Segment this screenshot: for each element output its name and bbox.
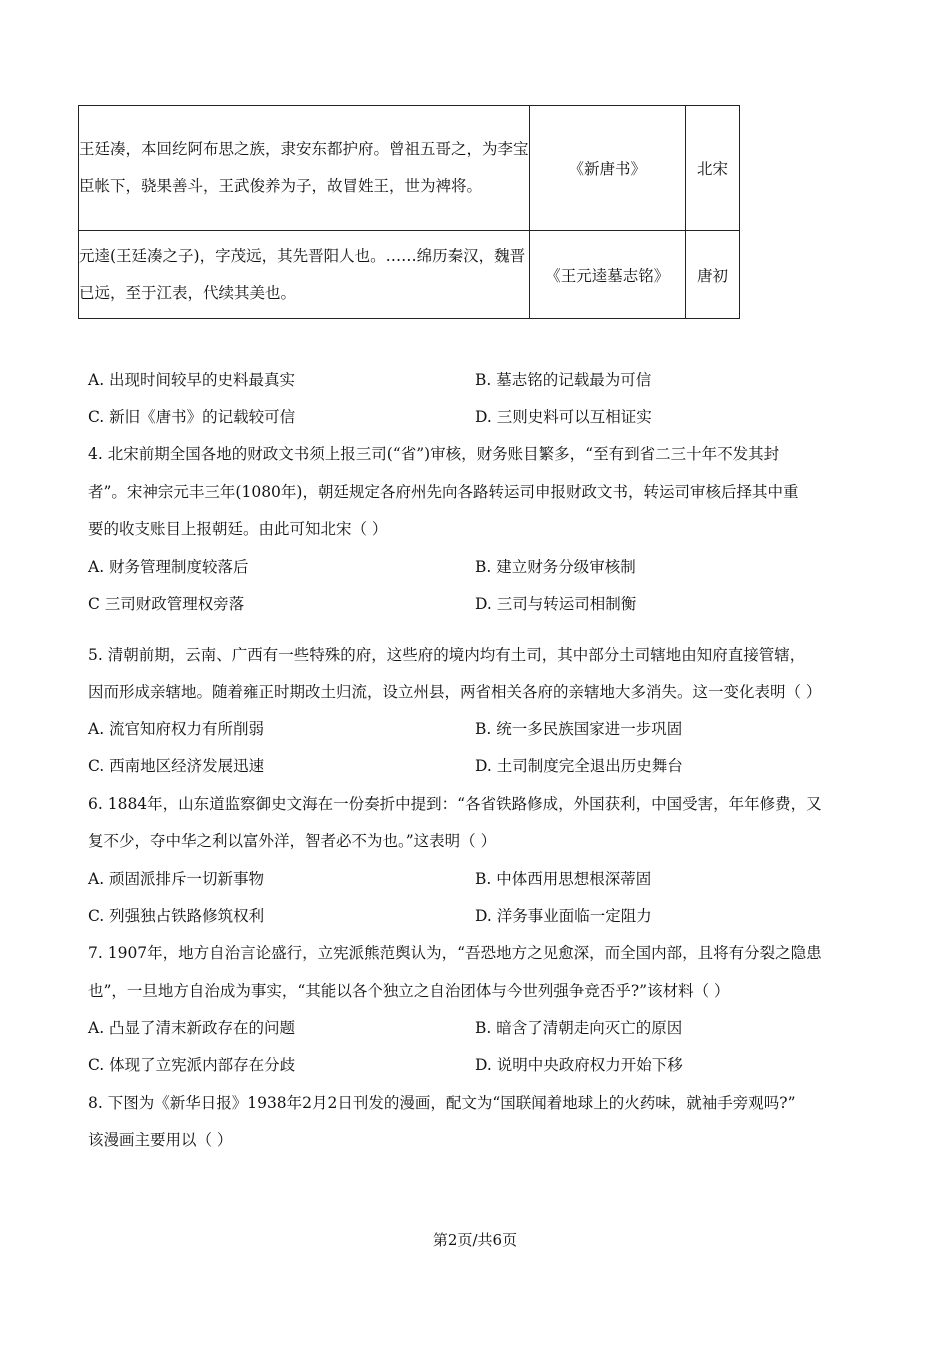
q7-option-a: A. 凸显了清末新政存在的问题 (88, 1019, 296, 1037)
q5-stem-line: 因而形成亲辖地。随着雍正时期改土归流，设立州县，两省相关各府的亲辖地大多消失。这一变化表明（ ） (88, 683, 822, 701)
q4-option-a: A. 财务管理制度较落后 (88, 558, 249, 576)
q7-stem-line: 也”，一旦地方自治成为事实，“其能以各个独立之自治团体与今世列强争竞否乎?”该材料（ ） (88, 982, 730, 1000)
table-cell-book: 《新唐书》 (529, 106, 685, 231)
q6-option-d: D. 洋务事业面临一定阻力 (475, 907, 652, 925)
table-cell-era: 北宋 (685, 106, 739, 231)
q3-option-b: B. 墓志铭的记载最为可信 (475, 371, 652, 389)
q3-option-d: D. 三则史料可以互相证实 (475, 408, 652, 426)
q6-option-b: B. 中体西用思想根深蒂固 (475, 870, 652, 888)
q7-option-d: D. 说明中央政府权力开始下移 (475, 1056, 683, 1074)
q5-stem-line: 5. 清朝前期，云南、广西有一些特殊的府，这些府的境内均有土司，其中部分土司辖地由知府直接管辖， (88, 646, 806, 664)
q7-option-b: B. 暗含了清朝走向灭亡的原因 (475, 1019, 683, 1037)
table-cell-era: 唐初 (685, 231, 739, 319)
q5-option-b: B. 统一多民族国家进一步巩固 (475, 720, 683, 738)
q7-stem-line: 7. 1907年，地方自治言论盛行，立宪派熊范舆认为，“吾恐地方之见愈深，而全国内部，且将有分裂之隐患 (88, 944, 822, 962)
q4-option-c: C 三司财政管理权旁落 (88, 595, 245, 613)
table-row (79, 106, 740, 231)
q7-option-c: C. 体现了立宪派内部存在分歧 (88, 1056, 296, 1074)
q4-stem-line: 要的收支账目上报朝廷。由此可知北宋（ ） (88, 520, 388, 538)
q3-option-a: A. 出现时间较早的史料最真实 (88, 371, 296, 389)
q4-option-b: B. 建立财务分级审核制 (475, 558, 636, 576)
q5-option-a: A. 流官知府权力有所削弱 (88, 720, 265, 738)
q4-stem-line: 者”。宋神宗元丰三年(1080年)，朝廷规定各府州先向各路转运司申报财政文书，转运司审核后择其中重 (88, 483, 799, 501)
q8-stem-line: 8. 下图为《新华日报》1938年2月2日刊发的漫画，配文为“国联闻着地球上的火药味，就袖手旁观吗?” (88, 1094, 796, 1112)
q8-stem-line: 该漫画主要用以（ ） (88, 1131, 233, 1149)
table-cell-text: 元逵(王廷凑之子)，字茂远，其先晋阳人也。……绵历秦汉，魏晋已远，至于江表，代续其美也。 (79, 231, 530, 319)
q6-stem-line: 复不少，夺中华之利以富外洋，智者必不为也。”这表明（ ） (88, 832, 497, 850)
q6-option-c: C. 列强独占铁路修筑权利 (88, 907, 265, 925)
q4-option-d: D. 三司与转运司相制衡 (475, 595, 637, 613)
q6-stem-line: 6. 1884年，山东道监察御史文海在一份奏折中提到：“各省铁路修成，外国获利，中国受害，年年修费，又 (88, 795, 822, 813)
table-row (79, 231, 740, 319)
page-footer: 第2页/共6页 (432, 1231, 518, 1249)
q3-option-c: C. 新旧《唐书》的记载较可信 (88, 408, 296, 426)
table-cell-text: 王廷凑，本回纥阿布思之族，隶安东都护府。曾祖五哥之，为李宝臣帐下，骁果善斗，王武俊养为子，故冒姓王，世为裨将。 (79, 106, 530, 231)
q5-option-d: D. 土司制度完全退出历史舞台 (475, 757, 683, 775)
q5-option-c: C. 西南地区经济发展迅速 (88, 757, 265, 775)
table-cell-book: 《王元逵墓志铭》 (529, 231, 685, 319)
source-table (78, 105, 740, 319)
q4-stem-line: 4. 北宋前期全国各地的财政文书须上报三司(“省”)审核，财务账目繁多，“至有到省二三十年不发其封 (88, 445, 780, 463)
q6-option-a: A. 顽固派排斥一切新事物 (88, 870, 265, 888)
